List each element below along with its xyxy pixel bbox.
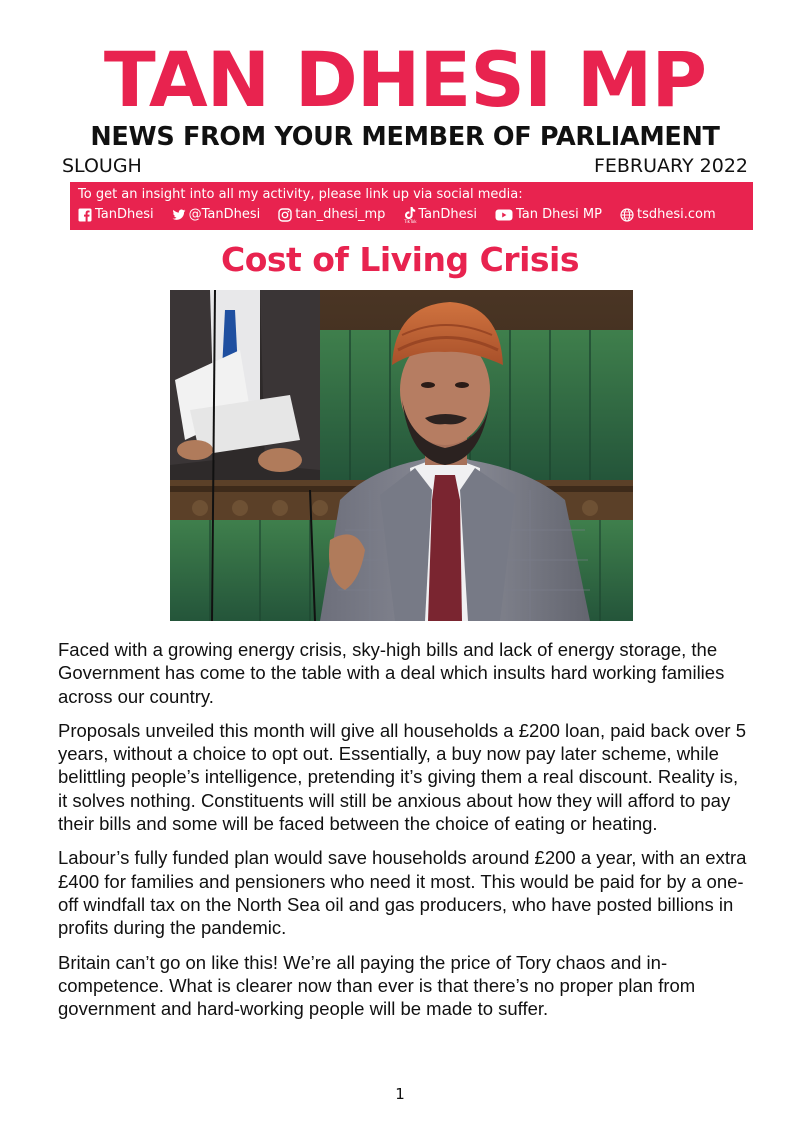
social-link-label: tan_dhesi_mp [295,207,386,222]
issue-date: FEBRUARY 2022 [593,155,748,177]
instagram-icon [278,208,292,222]
article-body [58,638,748,1031]
article-photo [170,290,633,621]
page-number: 1 [395,1085,405,1103]
masthead-subtitle: NEWS FROM YOUR MEMBER OF PARLIAMENT [90,122,720,152]
globe-icon [620,208,634,222]
article-headline: Cost of Living Crisis [221,240,579,279]
masthead-meta-row [56,154,754,178]
article-paragraph: Britain can’t go on like this! We’re all paying the price of Tory chaos and in-competence. What is clearer now than ever is that there’s no proper plan from government and hard-working people will be made to suffer. [58,951,696,1020]
social-links [78,205,745,225]
article-paragraph: Labour’s fully funded plan would save households around £200 a year, with an extra £400 for families and pensioners who need it most. This would be paid for by a one-off windfall tax on the North Sea oil and gas producers, who have posted billions in profits during the pandemic. [58,847,747,939]
social-link-youtube[interactable] [495,205,602,225]
tiktok-icon [403,206,417,220]
social-link-label: TanDhesi [95,207,154,222]
social-link-website[interactable] [620,205,716,225]
masthead-title: TAN DHESI MP [103,35,707,124]
facebook-icon [78,208,92,222]
article-paragraph: Faced with a growing energy crisis, sky-high bills and lack of energy storage, the Government has come to the table with a deal which insults hard working families across our country. [58,639,725,707]
youtube-icon [495,208,513,222]
social-link-label: @TanDhesi [188,207,261,222]
masthead [56,35,754,178]
social-link-twitter[interactable] [172,205,261,225]
social-link-label: TanDhesi [418,207,478,222]
article-paragraph: Proposals unveiled this month will give all households a £200 loan, paid back over 5 years, without a choice to opt out. Essentially, a buy now pay later scheme, while belittling people’s intelligence, pretending it’s giving them a real discount. Reality is, it solves nothing. Constituents will still be anxious about how they will afford to pay their bills and some will be faced between the choice of eating or heating. [58,719,747,835]
twitter-icon [172,208,186,222]
tiktok-logo [403,206,417,224]
social-media-bar [70,182,753,230]
constituency-label: SLOUGH [62,155,142,177]
social-link-instagram[interactable] [278,205,385,225]
social-link-label: Tan Dhesi MP [516,207,602,222]
social-intro-text: To get an insight into all my activity, please link up via social media: [78,187,523,202]
tiktok-caption: TikTok [404,219,417,224]
social-link-tiktok[interactable] [403,205,477,225]
social-link-label: tsdhesi.com [636,207,716,222]
social-link-facebook[interactable] [78,205,154,225]
